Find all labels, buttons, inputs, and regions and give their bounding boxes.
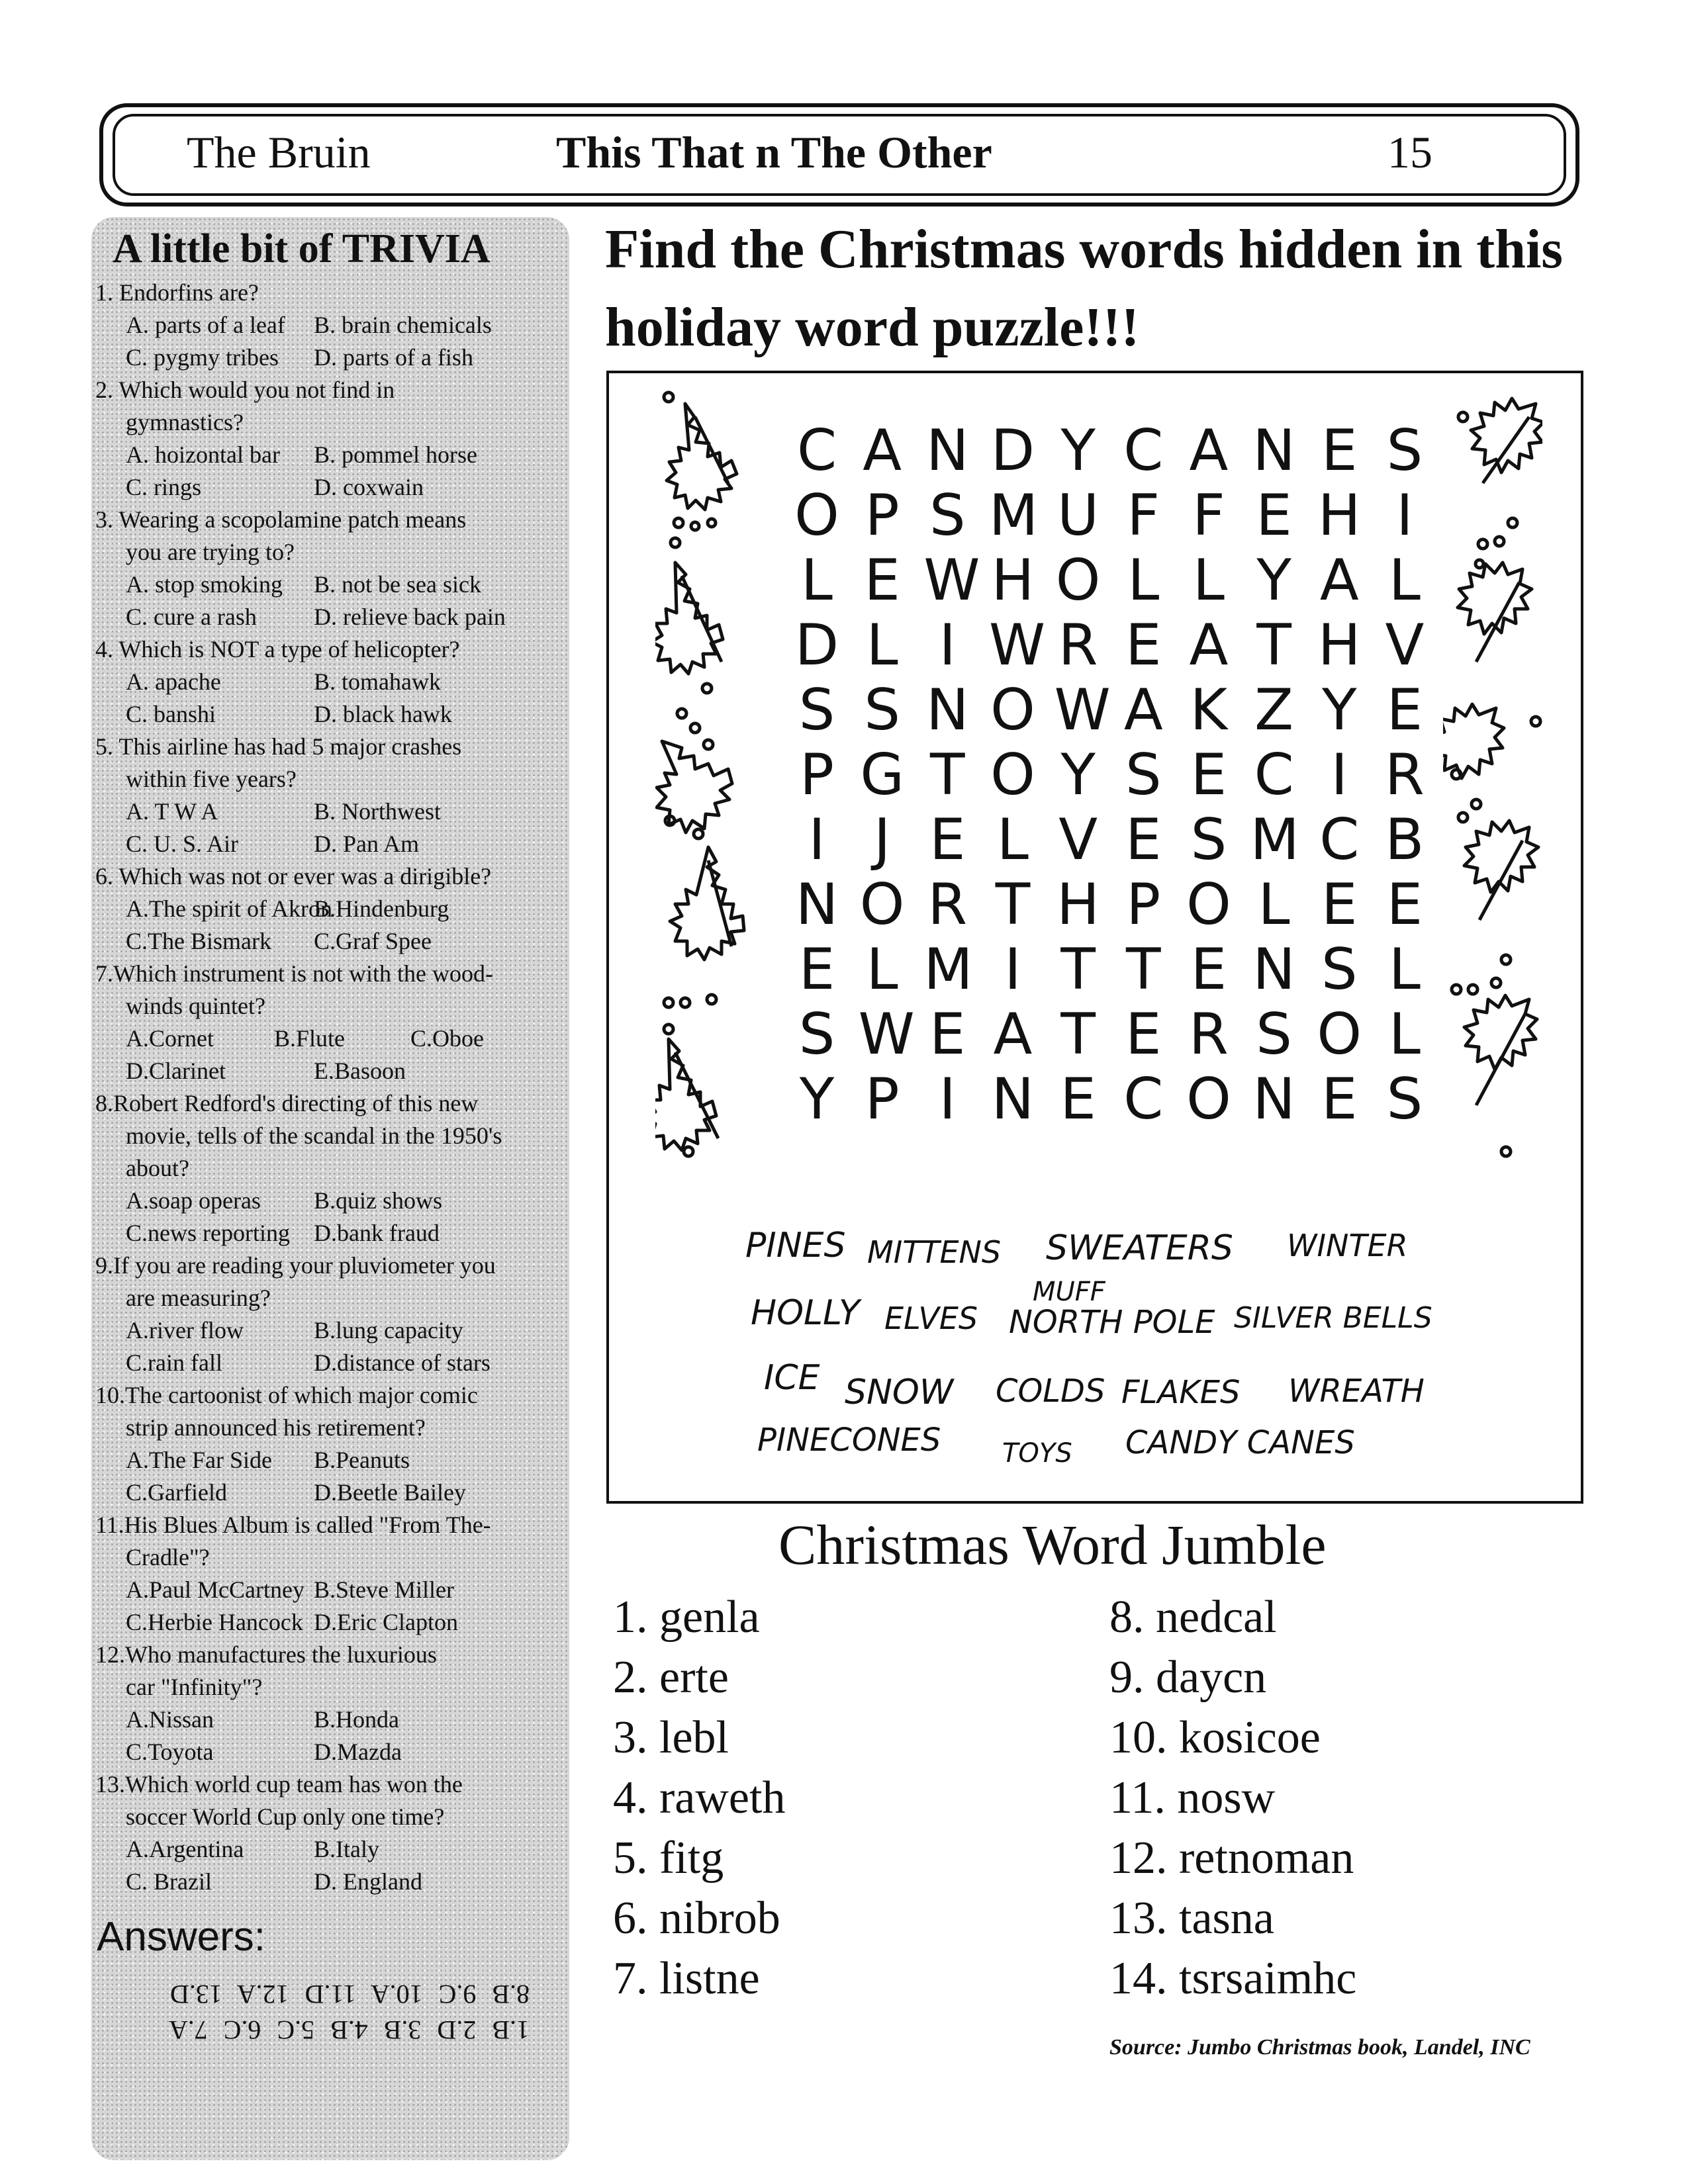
- grid-letter: R: [1058, 612, 1098, 678]
- trivia-title: A little bit of TRIVIA: [113, 226, 491, 271]
- grid-letter: Y: [799, 1066, 835, 1132]
- trivia-option: D.bank fraud: [314, 1220, 440, 1246]
- grid-letter: I: [1396, 482, 1413, 549]
- trivia-option: A. hoizontal bar: [126, 441, 280, 468]
- grid-letter: A: [1189, 612, 1229, 678]
- trivia-option: D. coxwain: [314, 474, 424, 500]
- grid-row: [793, 613, 1429, 678]
- grid-letter: S: [929, 482, 966, 549]
- grid-letter: T: [995, 872, 1031, 938]
- grid-letter: I: [939, 612, 956, 678]
- jumble-item: 6. nibrob: [613, 1893, 780, 1944]
- jumble-item: 12. retnoman: [1109, 1833, 1354, 1884]
- word-search-grid: [793, 418, 1429, 1132]
- grid-letter: P: [865, 482, 900, 549]
- trivia-options-row: [95, 601, 567, 633]
- grid-letter: G: [860, 742, 904, 808]
- trivia-question: 3. Wearing a scopolamine patch means: [95, 506, 467, 533]
- trivia-option: D.distance of stars: [314, 1349, 491, 1376]
- trivia-question-continued: within five years?: [126, 766, 297, 792]
- trivia-option: A.soap operas: [126, 1187, 261, 1214]
- grid-letter: O: [1186, 872, 1231, 938]
- grid-letter: N: [926, 418, 969, 484]
- grid-letter: I: [1331, 742, 1348, 808]
- word-list-elves: ELVES: [884, 1300, 978, 1336]
- trivia-question-continued: are measuring?: [126, 1285, 271, 1311]
- word-list-pines: PINES: [745, 1226, 846, 1265]
- word-list-toys: TOYS: [1002, 1438, 1072, 1469]
- grid-row: [793, 937, 1429, 1002]
- jumble-title: Christmas Word Jumble: [778, 1513, 1327, 1576]
- grid-letter: T: [930, 742, 965, 808]
- trivia-question-continued: strip announced his retirement?: [126, 1414, 426, 1441]
- word-list-silver-bells: SILVER BELLS: [1234, 1301, 1432, 1335]
- jumble-item: 1. genla: [613, 1592, 760, 1643]
- trivia-options-row: [95, 1866, 567, 1898]
- trivia-options-row: [95, 471, 567, 504]
- grid-letter: P: [865, 1066, 900, 1132]
- grid-letter: L: [1192, 547, 1225, 614]
- grid-letter: L: [866, 936, 898, 1003]
- grid-letter: E: [798, 936, 835, 1003]
- jumble-item: 3. lebl: [613, 1712, 729, 1763]
- grid-letter: E: [1321, 1066, 1358, 1132]
- grid-letter: H: [991, 547, 1035, 614]
- grid-letter: S: [864, 677, 900, 743]
- grid-letter: D: [990, 418, 1035, 484]
- trivia-options-row: [95, 828, 567, 860]
- grid-row: [793, 678, 1429, 743]
- trivia-option: B. pommel horse: [314, 441, 477, 468]
- grid-letter: E: [1125, 612, 1162, 678]
- grid-letter: O: [794, 482, 839, 549]
- trivia-option: A.The Far Side: [126, 1447, 272, 1473]
- trivia-option: C.Toyota: [126, 1739, 214, 1765]
- trivia-options-row: [95, 666, 567, 698]
- trivia-option: D. England: [314, 1868, 422, 1895]
- trivia-question: 8.Robert Redford's directing of this new: [95, 1090, 479, 1116]
- grid-letter: E: [1256, 482, 1292, 549]
- trivia-option: C.news reporting: [126, 1220, 290, 1246]
- word-list-muff: MUFF: [1033, 1277, 1105, 1307]
- grid-letter: N: [1252, 936, 1295, 1003]
- answers-upside-down-line-1: 1.B 2.D 3.B 4.B 5.C 6.C 7.A: [168, 2015, 530, 2045]
- grid-letter: E: [1190, 742, 1227, 808]
- trivia-options-row: [95, 1736, 567, 1768]
- section-title: This That n The Other: [556, 127, 992, 177]
- jumble-item: 10. kosicoe: [1109, 1712, 1321, 1763]
- answers-upside-down-line-2: 8.B 9.C 10.A 11.D 12.A 13.D: [169, 1979, 530, 2009]
- trivia-option: C. cure a rash: [126, 604, 257, 630]
- grid-letter: E: [1386, 872, 1423, 938]
- trivia-options-row: [95, 1833, 567, 1866]
- trivia-option: A.The spirit of Akron: [126, 895, 332, 922]
- grid-row: [793, 483, 1429, 548]
- trivia-question-continued: movie, tells of the scandal in the 1950's: [126, 1122, 502, 1149]
- trivia-options-row: [95, 1606, 567, 1639]
- trivia-options-row: [95, 1055, 567, 1087]
- grid-letter: W: [988, 612, 1046, 678]
- grid-letter: W: [923, 547, 980, 614]
- newspaper-name: The Bruin: [187, 127, 371, 177]
- grid-letter: H: [1317, 612, 1361, 678]
- grid-letter: E: [1190, 936, 1227, 1003]
- grid-letter: N: [1252, 1066, 1295, 1132]
- holly-left-border-icon: [655, 384, 755, 1178]
- jumble-item: 9. daycn: [1109, 1652, 1267, 1703]
- trivia-option: B.Flute: [274, 1025, 346, 1052]
- trivia-option: B. Northwest: [314, 798, 441, 825]
- trivia-option: C.Oboe: [410, 1025, 484, 1052]
- trivia-option: D. parts of a fish: [314, 344, 473, 371]
- grid-letter: D: [794, 612, 839, 678]
- grid-letter: T: [1060, 1001, 1096, 1068]
- trivia-options-row: [95, 1444, 567, 1477]
- grid-letter: Y: [1060, 418, 1096, 484]
- grid-letter: E: [1125, 1001, 1162, 1068]
- trivia-option: D.Clarinet: [126, 1058, 226, 1084]
- page-number: 15: [1387, 127, 1432, 177]
- grid-letter: L: [1258, 872, 1290, 938]
- grid-letter: L: [997, 807, 1029, 873]
- word-list-mittens: MITTENS: [867, 1234, 1002, 1270]
- grid-letter: S: [1386, 418, 1423, 484]
- trivia-option: B.Italy: [314, 1836, 379, 1862]
- grid-letter: R: [927, 872, 968, 938]
- trivia-option: D.Eric Clapton: [314, 1609, 458, 1635]
- grid-letter: P: [800, 742, 834, 808]
- jumble-item: 14. tsrsaimhc: [1109, 1953, 1357, 2004]
- grid-letter: Y: [1060, 742, 1096, 808]
- trivia-option: A. stop smoking: [126, 571, 283, 598]
- source-credit: Source: Jumbo Christmas book, Landel, INC: [1109, 2035, 1530, 2060]
- grid-letter: E: [1321, 872, 1358, 938]
- trivia-options-row: [95, 1477, 567, 1509]
- grid-letter: A: [993, 1001, 1033, 1068]
- grid-letter: S: [1321, 936, 1358, 1003]
- trivia-question-list: [95, 277, 567, 1898]
- trivia-option: A.Argentina: [126, 1836, 244, 1862]
- trivia-option: C.Graf Spee: [314, 928, 432, 954]
- word-list-winter: WINTER: [1287, 1228, 1408, 1263]
- grid-letter: O: [1317, 1001, 1362, 1068]
- trivia-options-row: [95, 698, 567, 731]
- trivia-option: C. U. S. Air: [126, 831, 239, 857]
- grid-letter: K: [1190, 677, 1228, 743]
- trivia-question: 2. Which would you not find in: [95, 377, 395, 403]
- grid-row: [793, 743, 1429, 807]
- grid-letter: T: [1126, 936, 1161, 1003]
- trivia-question-continued: car "Infinity"?: [126, 1674, 263, 1700]
- grid-row: [793, 548, 1429, 613]
- grid-letter: S: [1386, 1066, 1423, 1132]
- grid-letter: I: [1004, 936, 1021, 1003]
- jumble-item: 13. tasna: [1109, 1893, 1274, 1944]
- grid-letter: M: [988, 482, 1039, 549]
- trivia-question: 11.His Blues Album is called "From The-: [95, 1512, 491, 1538]
- word-list-snow: SNOW: [845, 1373, 954, 1412]
- grid-letter: Y: [1321, 677, 1357, 743]
- trivia-options-row: [95, 796, 567, 828]
- grid-letter: C: [1123, 1066, 1164, 1132]
- trivia-question: 9.If you are reading your pluviometer you: [95, 1252, 496, 1279]
- trivia-option: D. black hawk: [314, 701, 452, 727]
- jumble-column-2: [1109, 1587, 1356, 2009]
- trivia-options-row: [95, 1185, 567, 1217]
- grid-letter: L: [1388, 1001, 1421, 1068]
- trivia-options-row: [95, 925, 567, 958]
- grid-letter: C: [1254, 742, 1294, 808]
- word-search-heading: Find the Christmas words hidden in this holiday word puzzle!!!: [605, 218, 1563, 358]
- trivia-question: 6. Which was not or ever was a dirigible?: [95, 863, 492, 889]
- trivia-options-row: [95, 1574, 567, 1606]
- jumble-item: 2. erte: [613, 1652, 729, 1703]
- trivia-option: C.Herbie Hancock: [126, 1609, 303, 1635]
- grid-letter: P: [1126, 872, 1161, 938]
- jumble-item: 11. nosw: [1109, 1772, 1276, 1823]
- trivia-option: A.Paul McCartney: [126, 1576, 305, 1603]
- word-list-flakes: FLAKES: [1121, 1374, 1241, 1411]
- trivia-question-continued: you are trying to?: [126, 539, 295, 565]
- word-list-candy-canes: CANDY CANES: [1125, 1424, 1355, 1461]
- trivia-option: D. Pan Am: [314, 831, 420, 857]
- grid-letter: R: [1189, 1001, 1229, 1068]
- grid-row: [793, 1002, 1429, 1067]
- grid-letter: O: [990, 677, 1035, 743]
- grid-row: [793, 418, 1429, 483]
- trivia-question-continued: Cradle"?: [126, 1544, 210, 1570]
- trivia-option: C.rain fall: [126, 1349, 222, 1376]
- trivia-option: B. not be sea sick: [314, 571, 481, 598]
- grid-letter: N: [1252, 418, 1295, 484]
- grid-letter: E: [1060, 1066, 1096, 1132]
- trivia-question: 4. Which is NOT a type of helicopter?: [95, 636, 460, 662]
- trivia-option: C. Brazil: [126, 1868, 212, 1895]
- grid-letter: W: [858, 1001, 915, 1068]
- trivia-option: A. parts of a leaf: [126, 312, 285, 338]
- trivia-question: 10.The cartoonist of which major comic: [95, 1382, 478, 1408]
- grid-letter: B: [1385, 807, 1425, 873]
- trivia-option: C.The Bismark: [126, 928, 271, 954]
- trivia-option: B.Peanuts: [314, 1447, 410, 1473]
- trivia-question: 12.Who manufactures the luxurious: [95, 1641, 437, 1668]
- jumble-item: 4. raweth: [613, 1772, 786, 1823]
- grid-letter: L: [801, 547, 833, 614]
- grid-letter: C: [796, 418, 837, 484]
- grid-letter: A: [1319, 547, 1359, 614]
- grid-letter: H: [1056, 872, 1100, 938]
- jumble-item: 8. nedcal: [1109, 1592, 1277, 1643]
- word-list-north-pole: NORTH POLE: [1009, 1304, 1215, 1341]
- grid-letter: O: [990, 742, 1035, 808]
- grid-letter: S: [798, 677, 835, 743]
- trivia-option: D.Beetle Bailey: [314, 1479, 466, 1506]
- trivia-option: C. banshi: [126, 701, 216, 727]
- grid-letter: O: [859, 872, 905, 938]
- trivia-options-row: [95, 1217, 567, 1250]
- grid-letter: I: [939, 1066, 956, 1132]
- grid-letter: M: [1250, 807, 1299, 873]
- trivia-option: A. apache: [126, 668, 221, 695]
- word-list-colds: COLDS: [996, 1373, 1105, 1410]
- grid-letter: S: [798, 1001, 835, 1068]
- grid-letter: I: [808, 807, 825, 873]
- grid-letter: A: [863, 418, 902, 484]
- trivia-option: B.quiz shows: [314, 1187, 443, 1214]
- grid-letter: U: [1057, 482, 1100, 549]
- trivia-option: D.Mazda: [314, 1739, 402, 1765]
- grid-letter: O: [1186, 1066, 1231, 1132]
- trivia-option: B.lung capacity: [314, 1317, 463, 1343]
- grid-letter: J: [873, 807, 891, 873]
- trivia-options-row: [95, 569, 567, 601]
- grid-letter: E: [1321, 418, 1358, 484]
- trivia-question-continued: about?: [126, 1155, 189, 1181]
- trivia-option: C. rings: [126, 474, 202, 500]
- grid-letter: Y: [1256, 547, 1291, 614]
- grid-letter: F: [1127, 482, 1160, 549]
- trivia-options-row: [95, 341, 567, 374]
- word-list-ice: ICE: [764, 1358, 820, 1398]
- trivia-options-row: [95, 1023, 567, 1055]
- jumble-item: 5. fitg: [613, 1833, 724, 1884]
- trivia-question: 1. Endorfins are?: [95, 279, 259, 306]
- trivia-option: B. tomahawk: [314, 668, 441, 695]
- trivia-option: C. pygmy tribes: [126, 344, 279, 371]
- trivia-options-row: [95, 1347, 567, 1379]
- jumble-item: 7. listne: [613, 1953, 760, 2004]
- trivia-options-row: [95, 309, 567, 341]
- trivia-options-row: [95, 893, 567, 925]
- grid-letter: R: [1385, 742, 1425, 808]
- grid-letter: F: [1192, 482, 1225, 549]
- grid-letter: V: [1058, 807, 1098, 873]
- grid-letter: W: [1054, 677, 1111, 743]
- grid-letter: M: [923, 936, 973, 1003]
- grid-letter: C: [1123, 418, 1164, 484]
- word-list-holly: HOLLY: [751, 1293, 860, 1333]
- word-list-wreath: WREATH: [1288, 1373, 1425, 1410]
- trivia-option: E.Basoon: [314, 1058, 406, 1084]
- trivia-option: B.Honda: [314, 1706, 399, 1733]
- grid-letter: A: [1123, 677, 1163, 743]
- trivia-question-continued: winds quintet?: [126, 993, 265, 1019]
- grid-letter: E: [929, 807, 966, 873]
- trivia-option: A. T W A: [126, 798, 218, 825]
- grid-letter: O: [1055, 547, 1101, 614]
- grid-letter: N: [991, 1066, 1035, 1132]
- grid-row: [793, 872, 1429, 937]
- trivia-option: C.Garfield: [126, 1479, 227, 1506]
- trivia-question-continued: gymnastics?: [126, 409, 244, 435]
- trivia-option: B.Steve Miller: [314, 1576, 454, 1603]
- trivia-options-row: [95, 1314, 567, 1347]
- grid-letter: H: [1317, 482, 1361, 549]
- grid-letter: E: [1125, 807, 1162, 873]
- grid-letter: E: [864, 547, 900, 614]
- trivia-question: 5. This airline has had 5 major crashes: [95, 733, 462, 760]
- jumble-column-1: [613, 1587, 785, 2009]
- trivia-option: A.river flow: [126, 1317, 244, 1343]
- grid-letter: L: [866, 612, 898, 678]
- grid-letter: S: [1125, 742, 1162, 808]
- grid-letter: L: [1388, 547, 1421, 614]
- grid-letter: T: [1060, 936, 1096, 1003]
- trivia-question: 13.Which world cup team has won the: [95, 1771, 463, 1797]
- answers-label: Answers:: [97, 1914, 265, 1960]
- trivia-question: 7.Which instrument is not with the wood-: [95, 960, 493, 987]
- grid-letter: V: [1385, 612, 1425, 678]
- grid-letter: C: [1319, 807, 1360, 873]
- trivia-options-row: [95, 1704, 567, 1736]
- grid-letter: A: [1189, 418, 1229, 484]
- trivia-option: B. brain chemicals: [314, 312, 492, 338]
- trivia-option: A.Nissan: [126, 1706, 214, 1733]
- grid-letter: S: [1256, 1001, 1292, 1068]
- grid-letter: S: [1190, 807, 1227, 873]
- grid-letter: N: [795, 872, 839, 938]
- trivia-options-row: [95, 439, 567, 471]
- word-list-pinecones: PINECONES: [757, 1422, 941, 1459]
- grid-letter: T: [1256, 612, 1291, 678]
- grid-letter: E: [929, 1001, 966, 1068]
- holly-right-border-icon: [1443, 390, 1542, 1185]
- trivia-option: A.Cornet: [126, 1025, 214, 1052]
- grid-letter: L: [1388, 936, 1421, 1003]
- word-list-sweaters: SWEATERS: [1046, 1228, 1233, 1268]
- grid-row: [793, 807, 1429, 872]
- grid-letter: Z: [1254, 677, 1294, 743]
- grid-letter: L: [1127, 547, 1160, 614]
- grid-row: [793, 1067, 1429, 1132]
- trivia-question-continued: soccer World Cup only one time?: [126, 1803, 445, 1830]
- trivia-option: B.Hindenburg: [314, 895, 449, 922]
- grid-letter: E: [1386, 677, 1423, 743]
- trivia-option: D. relieve back pain: [314, 604, 506, 630]
- grid-letter: N: [926, 677, 969, 743]
